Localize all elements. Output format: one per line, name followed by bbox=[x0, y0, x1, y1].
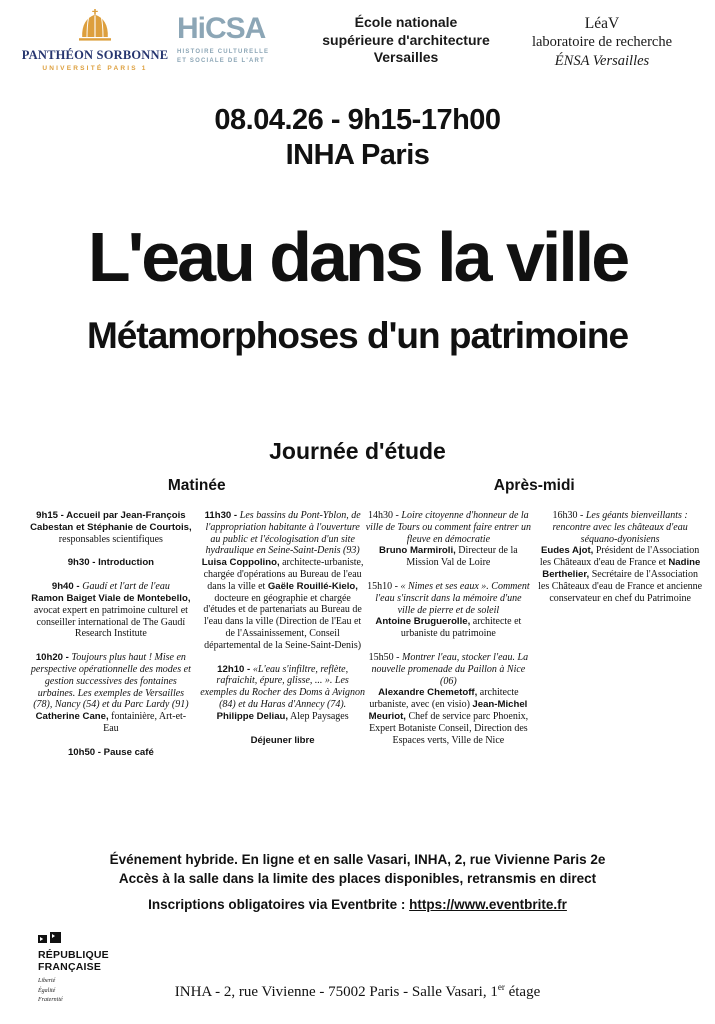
hicsa-subtitle-line2: ET SOCIALE DE L'ART bbox=[177, 58, 265, 64]
ensa-line3: Versailles bbox=[373, 49, 439, 65]
event-datetime: 08.04.26 - 9h15-17h00 bbox=[214, 104, 501, 136]
registration-line bbox=[0, 897, 715, 912]
program-item: 12h10 - «L'eau s'infiltre, reflète, rafraichit, épure, glisse, ... ». Les exemples du Rocher des Doms à Avignon (84) et du Haras d'Annecy (74). Philippe Deliau, Alep Paysages bbox=[200, 663, 366, 722]
ensa-line2: supérieure d'architecture bbox=[322, 31, 490, 48]
eventbrite-link[interactable]: https://www.eventbrite.fr bbox=[409, 897, 567, 912]
hybrid-info bbox=[0, 851, 715, 889]
sorbonne-dome-icon bbox=[71, 29, 119, 46]
sorbonne-wordmark: PANTHÉON SORBONNE bbox=[21, 48, 169, 62]
program-afternoon bbox=[366, 477, 704, 771]
program-item: 9h15 - Accueil par Jean-François Cabestan et Stéphanie de Courtois, responsables scientifiques bbox=[30, 510, 192, 545]
program-item: 15h50 - Montrer l'eau, stocker l'eau. La nouvelle promenade du Paillon à Nice (06) Alexandre Chemetoff, architecte urbaniste, avec (en visio) Jean-Michel Meuriot, Chef de service parc Phoenix, Expert Botaniste Conseil, Direction des Espaces verts, Ville de Nice bbox=[368, 651, 529, 746]
program-item: 10h20 - Toujours plus haut ! Mise en perspective opérationnelle des modes et gestion successives des fontaines urbaines. Les exemples de Versailles (78), Nancy (54) et du Parc Lardy (91) Catherine Cane, fontainière, Art-et-Eau bbox=[30, 652, 191, 734]
program-item: 11h30 - Les bassins du Pont-Yblon, de l'appropriation habitante à l'ouverture au public et l'écologisation d'un site hydraulique en Seine-Saint-Denis (93) Luisa Coppolino, architecte-urbaniste, chargée d'opérations au Bureau de l'eau dans la ville et Gaële Rouillé-Kielo, docteure en géographie et chargée d'études et de partenariats au Bureau de l'eau dans la ville (Direction de l'Eau et de l'Assainissement, Conseil départemental de la Seine-Saint-Denis) bbox=[201, 510, 364, 651]
header-logos bbox=[20, 6, 697, 72]
program-morning bbox=[28, 477, 366, 771]
morning-column-2 bbox=[200, 510, 366, 771]
morning-column-1 bbox=[28, 510, 194, 771]
afternoon-header: Après-midi bbox=[493, 477, 575, 494]
registration-label: Inscriptions obligatoires via Eventbrite : bbox=[148, 897, 410, 912]
program-item: 10h50 - Pause café bbox=[67, 746, 154, 758]
afternoon-column-2 bbox=[537, 510, 703, 758]
program-item: 9h30 - Introduction bbox=[67, 557, 155, 569]
sorbonne-subtitle: UNIVERSITÉ PARIS 1 bbox=[42, 65, 148, 72]
event-venue: INHA Paris bbox=[285, 138, 430, 171]
hicsa-subtitle-line1: HISTOIRE CULTURELLE bbox=[177, 49, 270, 55]
rf-line1: RÉPUBLIQUE bbox=[38, 949, 109, 961]
venue-address: INHA - 2, rue Vivienne - 75002 Paris - Salle Vasari, 1er étage bbox=[174, 982, 541, 1000]
afternoon-column-1 bbox=[366, 510, 532, 758]
leav-line2: laboratoire de recherche bbox=[531, 34, 673, 51]
program-item: 15h10 - « Nimes et ses eaux ». Comment l'eau s'inscrit dans la mémoire d'une ville de pierre et de soleil Antoine Bruguerolle, architecte et urbaniste du patrimoine bbox=[367, 580, 530, 640]
logo-pantheon-sorbonne bbox=[20, 6, 170, 72]
french-flag-icon bbox=[38, 932, 64, 949]
logo-ensa-versailles bbox=[306, 6, 506, 67]
rf-motto: Liberté Égalité Fraternité bbox=[38, 978, 63, 1004]
rf-line2: FRANÇAISE bbox=[38, 960, 102, 973]
page-subtitle: Métamorphoses d'un patrimoine bbox=[86, 315, 629, 356]
program-item: Déjeuner libre bbox=[250, 734, 315, 746]
logo-leav bbox=[507, 6, 697, 70]
page-title: L'eau dans la ville bbox=[87, 218, 628, 296]
program-item: 14h30 - Loire citoyenne d'honneur de la ville de Tours ou comment faire entrer un fleuve en démocratie Bruno Marmiroli, Directeur de la Mission Val de Loire bbox=[365, 510, 531, 569]
leav-line1: LéaV bbox=[584, 15, 620, 32]
hicsa-wordmark: HiCSA bbox=[177, 12, 266, 45]
hybrid-info-line1: Événement hybride. En ligne et en salle Vasari, INHA, 2, rue Vivienne Paris 2e bbox=[109, 852, 606, 867]
leav-line3: ÉNSA Versailles bbox=[554, 52, 650, 69]
event-kind: Journée d'étude bbox=[269, 438, 446, 464]
ensa-line1: École nationale bbox=[354, 14, 458, 30]
hybrid-info-line2: Accès à la salle dans la limite des places disponibles, retransmis en direct bbox=[118, 870, 597, 886]
morning-header: Matinée bbox=[167, 477, 226, 494]
logo-hicsa bbox=[171, 6, 305, 66]
program-item: 16h30 - Les géants bienveillants : rencontre avec les châteaux d'eau séquano-dyonisiens Eudes Ajot, Président de l'Association les Châteaux d'eau de France et Nadine Berthelier, Secrétaire de l'Association les Châteaux d'eau de France et ancienne conservateur en chef du Patrimoine bbox=[538, 510, 703, 604]
event-date-block bbox=[0, 103, 715, 173]
program-item: 9h40 - Gaudí et l'art de l'eau Ramon Baiget Viale de Montebello, avocat expert en patrimoine culturel et conseiller international de The Gaudí Research Institute bbox=[31, 581, 191, 640]
program bbox=[28, 477, 703, 771]
